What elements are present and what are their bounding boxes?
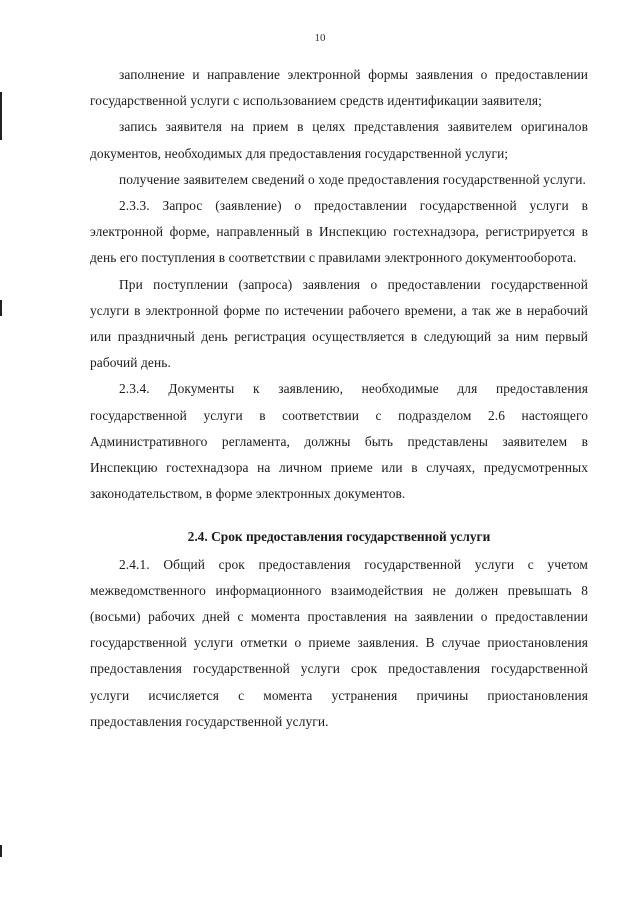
paragraph: 2.3.3. Запрос (заявление) о предоставлении государственной услуги в электронной форме, направленный в Инспекцию гостехнадзора, регистрируется в день его поступления в соответствии с правилами электронного документооборота.	[90, 198, 588, 266]
paragraph: 2.4.1. Общий срок предоставления государственной услуги с учетом межведомственного информационного взаимодействия не должен превышать 8 (восьми) рабочих дней с момента проставления на заявлении о предоставлении государственной услуги отметки о приеме заявления. В случае приостановления предоставления государственной услуги срок предоставления государственной услуги исчисляется с момента устранения причины приостановления предоставления государственной услуги.	[90, 556, 588, 729]
document-body	[90, 62, 588, 735]
paragraph: запись заявителя на прием в целях представления заявителем оригиналов документов, необходимых для предоставления государственной услуги;	[90, 119, 588, 161]
section-heading: 2.4. Срок предоставления государственной услуги	[187, 529, 491, 545]
scan-edge-mark	[0, 92, 2, 140]
paragraph: заполнение и направление электронной формы заявления о предоставлении государственной услуги с использованием средств идентификации заявителя;	[90, 67, 588, 109]
paragraph: При поступлении (запроса) заявления о предоставлении государственной услуги в электронной форме по истечении рабочего времени, а так же в нерабочий или праздничный день регистрация осуществляется в следующий за ним первый рабочий день.	[90, 276, 588, 371]
scan-edge-mark	[0, 845, 2, 857]
paragraph: 2.3.4. Документы к заявлению, необходимые для предоставления государственной услуги в соответствии с подразделом 2.6 настоящего Административного регламента, должны быть представлены заявителем в Инспекцию гостехнадзора на личном приеме или в случаях, предусмотренных законодательством, в форме электронных документов.	[90, 381, 588, 502]
scan-edge-mark	[0, 300, 2, 316]
paragraph: получение заявителем сведений о ходе предоставления государственной услуги.	[119, 171, 586, 187]
page-number: 10	[314, 32, 326, 44]
